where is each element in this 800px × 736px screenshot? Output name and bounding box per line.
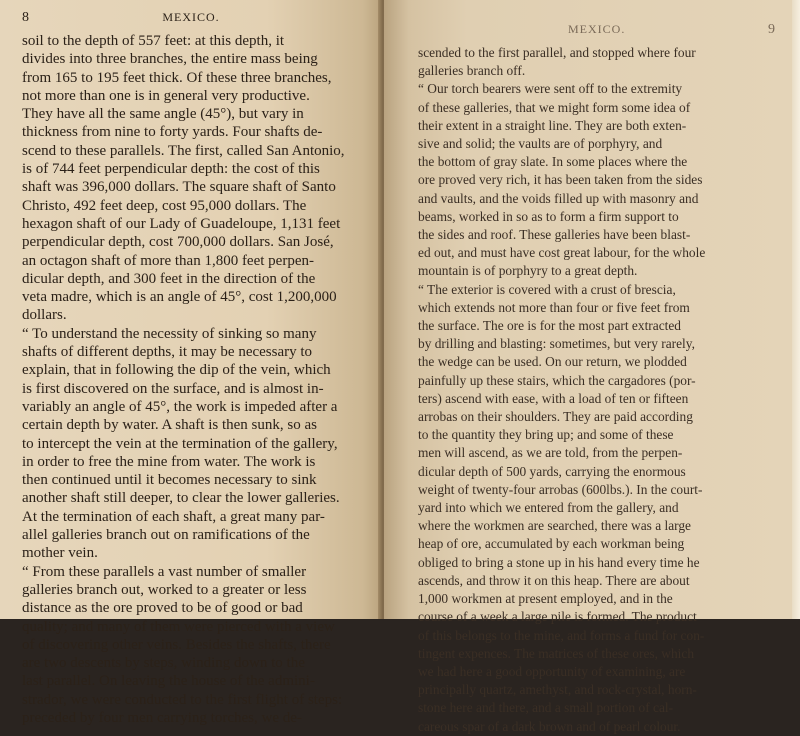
text-line: of this belongs to the mine, and forms a fund for con- xyxy=(418,627,705,643)
text-line: “ The exterior is covered with a crust of brescia, xyxy=(418,281,676,297)
left-page-text xyxy=(22,32,372,727)
text-line: soil to the depth of 557 feet: at this depth, it xyxy=(22,33,285,49)
text-line: painfully up these stairs, which the cargadores (por- xyxy=(418,372,696,388)
text-line: variably an angle of 45°, the work is impeded after a xyxy=(22,398,338,415)
text-line: “ Our torch bearers were sent off to the extremity xyxy=(418,81,683,97)
text-line: “ From these parallels a vast number of smaller xyxy=(22,563,307,580)
text-line: At the termination of each shaft, a great many par- xyxy=(22,508,325,525)
text-line: the wedge can be used. On our return, we plodded xyxy=(418,354,687,370)
text-line: preceded by four men carrying torches, we de- xyxy=(22,709,302,726)
text-line: course of a week a large pile is formed. The product xyxy=(418,609,697,625)
text-line: certain depth by water. A shaft is then sunk, so as xyxy=(22,417,317,434)
text-line: arrobas on their shoulders. They are paid according xyxy=(418,409,693,425)
right-page-header xyxy=(418,22,786,38)
text-line: “ To understand the necessity of sinking so many xyxy=(22,325,317,342)
text-line: yard into which we entered from the gallery, and xyxy=(418,500,679,516)
text-line: veta madre, which is an angle of 45°, cost 1,200,000 xyxy=(22,289,337,306)
text-line: distance as the ore proved to be of good or bad xyxy=(22,600,303,617)
text-line: by drilling and blasting: sometimes, but very rarely, xyxy=(418,336,695,352)
text-line: ters) ascend with ease, with a load of ten or fifteen xyxy=(418,390,689,406)
text-line: scended to the first parallel, and stopped where four xyxy=(418,45,696,60)
text-line: which extends not more than four or five feet from xyxy=(418,299,690,315)
text-line: last parallel. On leaving the house of the admini- xyxy=(22,673,315,690)
text-line: are two descents by steps, winding down to the xyxy=(22,655,305,672)
text-line: to intercept the vein at the termination of the gallery, xyxy=(22,435,338,452)
right-running-head: MEXICO. xyxy=(568,22,626,36)
text-line: men will ascend, as we are told, from the perpen- xyxy=(418,445,683,461)
text-line: weight of twenty-four arrobas (600lbs.). In the court- xyxy=(418,481,703,497)
text-line: tingent expences. The matrices of these ores, which xyxy=(418,645,695,661)
text-line: where the workmen are searched, there was a large xyxy=(418,518,692,534)
text-line: perpendicular depth, cost 700,000 dollars. San José, xyxy=(22,234,334,251)
text-line: explain, that in following the dip of the vein, which xyxy=(22,362,331,379)
text-line: to the quantity they bring up; and some of these xyxy=(418,427,674,443)
text-line: They have all the same angle (45°), but vary in xyxy=(22,106,304,123)
text-line: the surface. The ore is for the most part extracted xyxy=(418,318,681,334)
text-line: 1,000 workmen at present employed, and in the xyxy=(418,591,673,607)
text-line: careous spar of a dark brown and of pearl colour. xyxy=(418,718,681,734)
text-line: strador, we were conducted to the first flight of steps: xyxy=(22,691,343,708)
text-line: galleries branch out, worked to a greater or less xyxy=(22,581,307,598)
text-line: mother vein. xyxy=(22,545,98,562)
text-line: not more than one is in general very productive. xyxy=(22,87,310,104)
right-page-number: 9 xyxy=(768,22,776,37)
text-line: from 165 to 195 feet thick. Of these three branches, xyxy=(22,69,332,86)
left-page xyxy=(0,0,382,726)
text-line: of discovering other veins. Besides the shafts, there xyxy=(22,636,331,653)
text-line: of these galleries, that we might form some idea of xyxy=(418,99,691,115)
text-line: quality; and many of them were pierced with a view xyxy=(22,618,335,635)
right-page-text xyxy=(418,44,786,736)
text-line: hexagon shaft of our Lady of Guadeloupe, 1,131 feet xyxy=(22,215,341,232)
text-line: divides into three branches, the entire mass being xyxy=(22,51,318,68)
text-line: in order to free the mine from water. The work is xyxy=(22,453,316,470)
text-line: ed out, and must have cost great labour, for the whole xyxy=(418,245,706,261)
text-line: then continued until it becomes necessary to sink xyxy=(22,472,317,489)
text-line: is first discovered on the surface, and is almost in- xyxy=(22,380,324,397)
text-line: the bottom of gray slate. In some places where the xyxy=(418,154,688,170)
text-line: Christo, 492 feet deep, cost 95,000 dollars. The xyxy=(22,197,307,214)
left-page-number: 8 xyxy=(22,10,30,25)
text-line: the sides and roof. These galleries have been blast- xyxy=(418,227,691,243)
text-line: their extent in a straight line. They are both exten- xyxy=(418,117,687,133)
text-line: thickness from nine to forty yards. Four shafts de- xyxy=(22,124,323,141)
text-line: obliged to bring a stone up in his hand every time he xyxy=(418,554,700,570)
text-line: principally quartz, amethyst, and rock-crystal, horn- xyxy=(418,682,697,698)
text-line: dicular depth, and 300 feet in the direction of the xyxy=(22,270,316,287)
text-line: another shaft still deeper, to clear the lower galleries. xyxy=(22,490,340,507)
text-line: ascends, and throw it on this heap. There are about xyxy=(418,572,690,588)
text-line: we had here a good opportunity of examining, are xyxy=(418,663,686,679)
text-line: ore proved very rich, it has been taken from the sides xyxy=(418,172,703,188)
text-line: beams, worked in so as to form a firm support to xyxy=(418,208,679,224)
left-running-head: MEXICO. xyxy=(162,10,220,24)
text-line: mountain is of porphyry to a great depth. xyxy=(418,263,638,279)
text-line: allel galleries branch out on ramifications of the xyxy=(22,527,310,544)
text-line: an octagon shaft of more than 1,800 feet perpen- xyxy=(22,252,314,269)
page-edge xyxy=(792,0,800,619)
text-line: is of 744 feet perpendicular depth: the cost of this xyxy=(22,161,320,178)
text-line: scend to these parallels. The first, called San Antonio, xyxy=(22,142,345,159)
text-line: dollars. xyxy=(22,307,67,324)
text-line: shafts of different depths, it may be necessary to xyxy=(22,344,313,361)
left-page-header xyxy=(22,10,372,26)
text-line: galleries branch off. xyxy=(418,63,526,79)
text-line: heap of ore, accumulated by each workman being xyxy=(418,536,685,552)
right-page xyxy=(384,0,800,734)
text-line: and vaults, and the voids filled up with masonry and xyxy=(418,190,699,206)
text-line: stone here and there, and a small portion of cal- xyxy=(418,700,674,716)
text-line: dicular depth of 500 yards, carrying the enormous xyxy=(418,463,686,479)
text-line: shaft was 396,000 dollars. The square shaft of Santo xyxy=(22,179,336,196)
text-line: sive and solid; the vaults are of porphyry, and xyxy=(418,136,663,152)
